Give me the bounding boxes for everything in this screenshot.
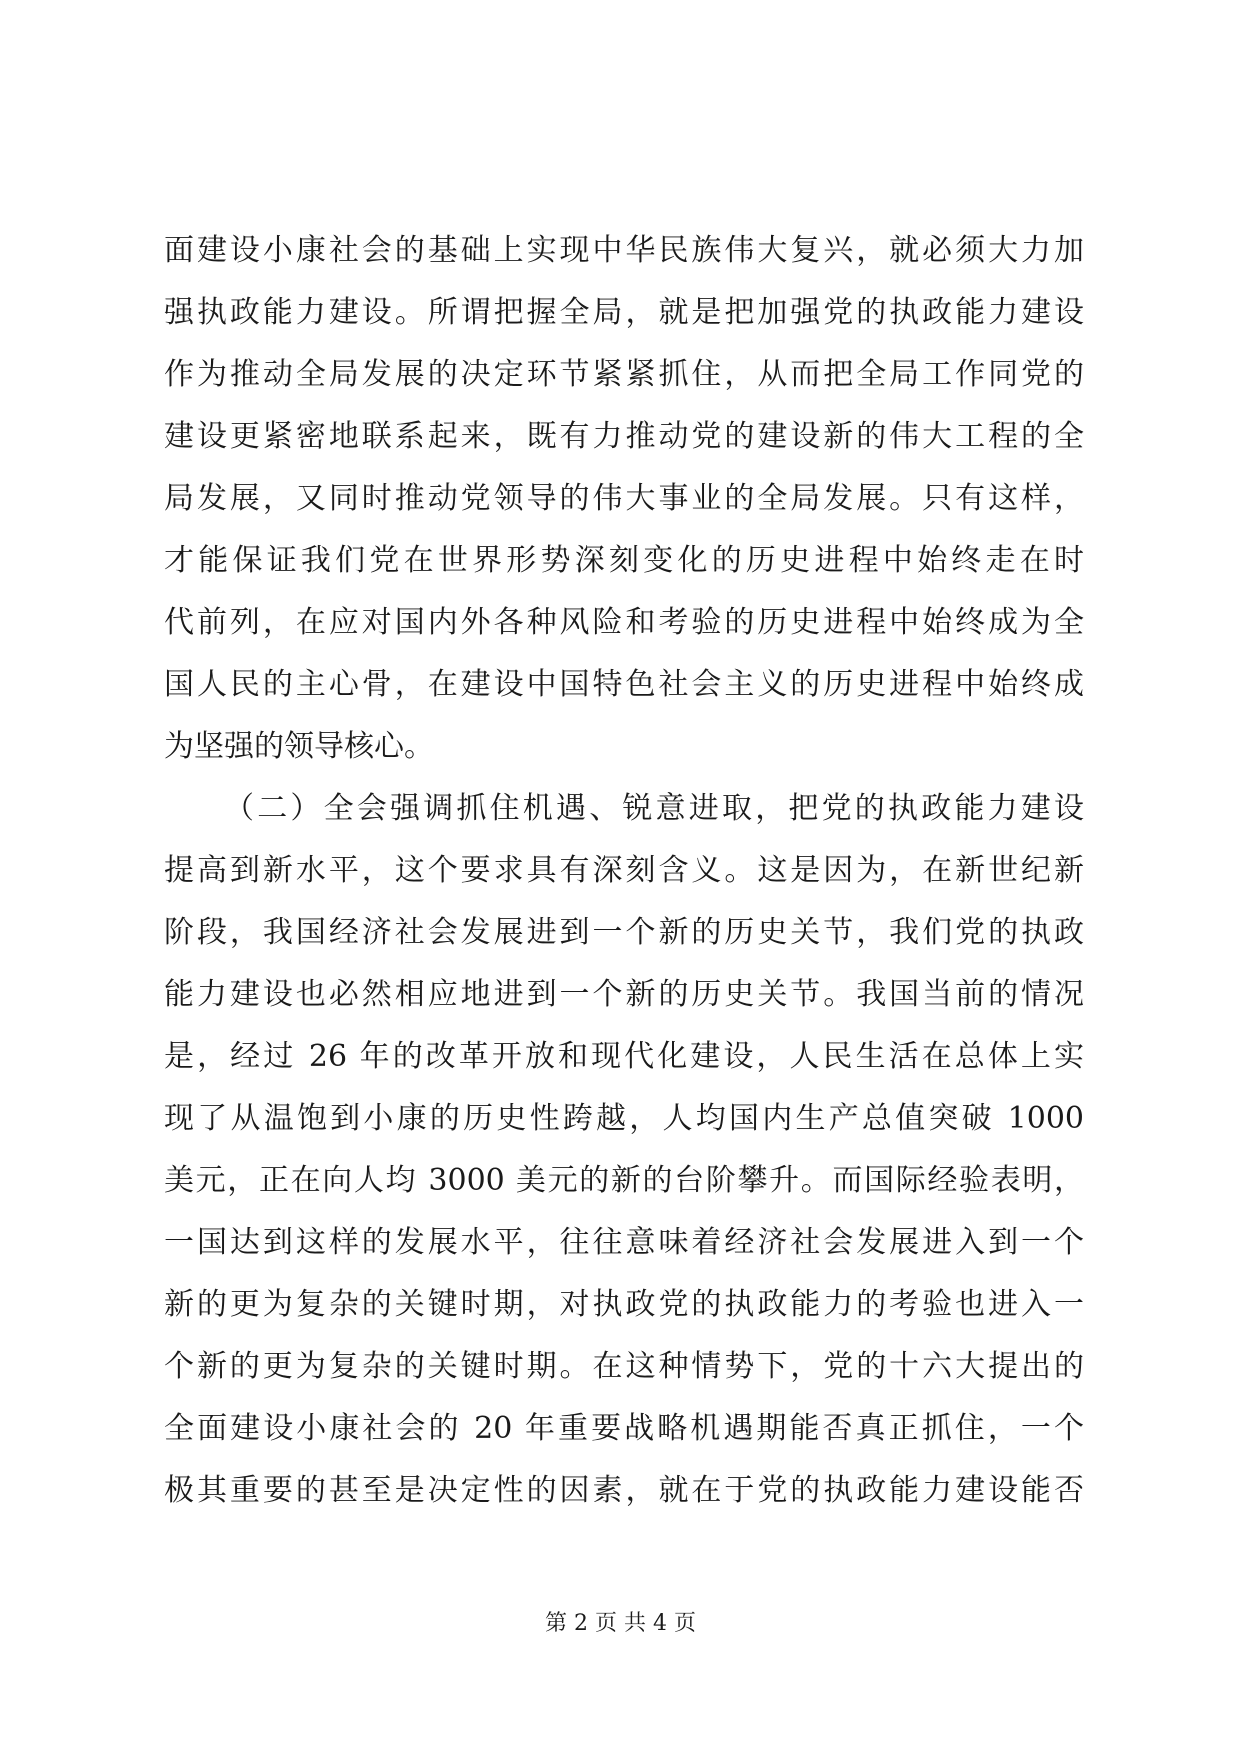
text-line: 提高到新水平，这个要求具有深刻含义。这是因为，在新世纪新	[164, 853, 1084, 888]
text-line: 才能保证我们党在世界形势深刻变化的历史进程中始终走在时	[164, 543, 1084, 578]
document-body	[164, 220, 1084, 1522]
text-line: 作为推动全局发展的决定环节紧紧抓住，从而把全局工作同党的	[164, 357, 1084, 392]
text-line: 新的更为复杂的关键时期，对执政党的执政能力的考验也进入一	[164, 1287, 1084, 1322]
text-line: 强执政能力建设。所谓把握全局，就是把加强党的执政能力建设	[164, 295, 1084, 330]
paragraph-1	[164, 220, 1084, 778]
text-line: 能力建设也必然相应地进到一个新的历史关节。我国当前的情况	[164, 977, 1084, 1012]
text-line: 美元，正在向人均 3000 美元的新的台阶攀升。而国际经验表明，	[164, 1163, 1084, 1198]
text-line: 全面建设小康社会的 20 年重要战略机遇期能否真正抓住，一个	[164, 1411, 1084, 1446]
text-line: 一国达到这样的发展水平，往往意味着经济社会发展进入到一个	[164, 1225, 1084, 1260]
text-line: 极其重要的甚至是决定性的因素，就在于党的执政能力建设能否	[164, 1473, 1084, 1508]
text-line: 阶段，我国经济社会发展进到一个新的历史关节，我们党的执政	[164, 915, 1084, 950]
text-line: 现了从温饱到小康的历史性跨越，人均国内生产总值突破 1000	[164, 1101, 1084, 1136]
text-line-indented: （二）全会强调抓住机遇、锐意进取，把党的执政能力建设	[224, 791, 1084, 826]
text-line: 是，经过 26 年的改革开放和现代化建设，人民生活在总体上实	[164, 1039, 1084, 1074]
page-number-footer: 第 2 页 共 4 页	[545, 1611, 696, 1636]
text-line: 个新的更为复杂的关键时期。在这种情势下，党的十六大提出的	[164, 1349, 1084, 1384]
text-line: 为坚强的领导核心。	[164, 729, 434, 764]
text-line: 国人民的主心骨，在建设中国特色社会主义的历史进程中始终成	[164, 667, 1084, 702]
text-line: 局发展，又同时推动党领导的伟大事业的全局发展。只有这样，	[164, 481, 1084, 516]
text-line: 代前列，在应对国内外各种风险和考验的历史进程中始终成为全	[164, 605, 1084, 640]
text-line: 面建设小康社会的基础上实现中华民族伟大复兴，就必须大力加	[164, 233, 1084, 268]
paragraph-2	[164, 778, 1084, 1522]
text-line: 建设更紧密地联系起来，既有力推动党的建设新的伟大工程的全	[164, 419, 1084, 454]
